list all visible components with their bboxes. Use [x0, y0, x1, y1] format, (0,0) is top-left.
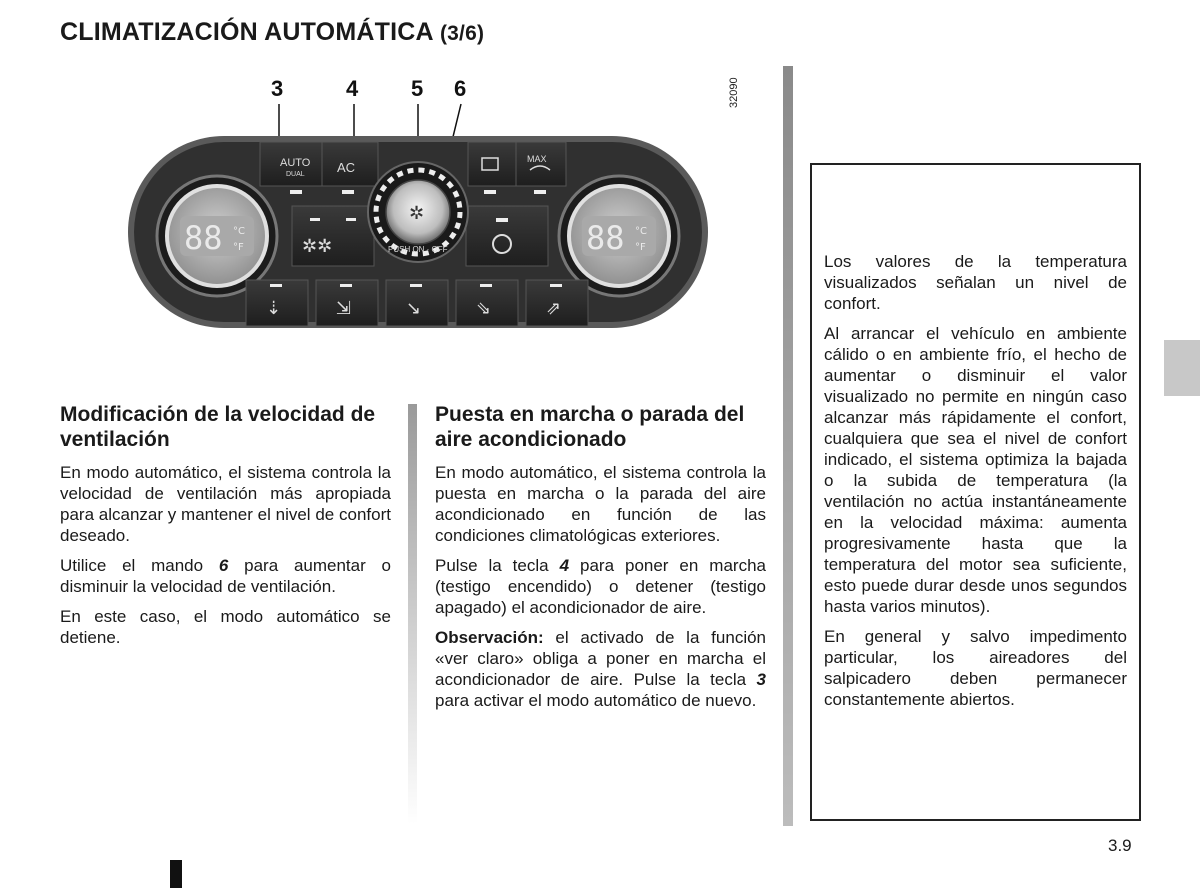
observation-post: para activar el modo automático de nuevo. [435, 691, 757, 710]
section-fan-p2 [60, 555, 391, 597]
max-label: MAX [527, 154, 547, 164]
page-title-main: CLIMATIZACIÓN AUTOMÁTICA [60, 18, 433, 46]
vent-defrost-icon: ⇗ [546, 298, 562, 319]
vent-feet-defrost-indicator [480, 284, 492, 287]
section-fan-p3: En este caso, el modo automático se detiene. [60, 607, 391, 647]
fan-speed-icon: ✲✲ [302, 236, 333, 257]
callout-3: 3 [271, 76, 284, 101]
vent-face-icon: ⇣ [266, 298, 282, 319]
note-p3: En general y salvo impedimento particular, los aireadores del salpicadero deben permanecer constantemente abiertos. [824, 627, 1127, 709]
recirculation-indicator [496, 218, 508, 222]
vent-feet-defrost-icon: ⇘ [476, 298, 492, 319]
bottom-crop-mark [170, 860, 182, 888]
page-number: 3.9 [1108, 836, 1132, 855]
section-fan-p1: En modo automático, el sistema controla la velocidad de ventilación más apropiada para alcanzar y mantener el nivel de confort deseado. [60, 463, 391, 545]
section-ac-p2-pre: Pulse la tecla [435, 556, 560, 575]
section-ac-p2-post: para poner en marcha (testigo encendido) o detener (testigo apagado) el acondicionador de aire. [435, 556, 766, 617]
fan-icon: ✲ [409, 203, 425, 224]
left-temp-unit-c: °C [233, 226, 245, 237]
note-p2: Al arrancar el vehículo en ambiente cálido o en ambiente frío, el hecho de aumentar o disminuir el valor visualizado no permite en ningún caso alcanzar más rápidamente el confort, cualquiera que sea el nivel de confort indicado, el sistema optimiza la bajada o la subida de temperatura (la ventilación no actúa instantáneamente en la velocidad máxima: aumenta progresivamente hasta que la temperatura del motor sea suficiente, esto puede durar desde unos segundos hasta varios minutos). [824, 324, 1127, 616]
figure-code: 32090 [728, 77, 740, 108]
section-ac [435, 402, 766, 720]
vent-feet-indicator [410, 284, 422, 287]
auto-button-label: AUTO [280, 157, 311, 169]
observation-label: Observación: [435, 628, 544, 647]
right-temp-unit-c: °C [635, 226, 647, 237]
ac-button-label: AC [337, 160, 356, 175]
max-defrost-indicator [534, 190, 546, 194]
section-ac-p2-num: 4 [559, 556, 570, 575]
auto-indicator [290, 190, 302, 194]
left-temp-unit-f: °F [233, 242, 244, 253]
section-fan-speed [60, 402, 391, 657]
section-fan-p2-num: 6 [218, 556, 229, 575]
observation-pre: el activado de la función «ver claro» obliga a poner en marcha el acondicionador de aire. Pulse la tecla [435, 628, 766, 689]
page-title-suffix: (3/6) [439, 22, 485, 45]
section-ac-observation [435, 627, 766, 711]
section-ac-p2 [435, 555, 766, 618]
callout-5: 5 [411, 76, 424, 101]
climate-panel-illustration [120, 66, 760, 356]
section-ac-heading: Puesta en marcha o parada del aire acondicionado [435, 403, 745, 451]
right-temp-unit-f: °F [635, 242, 646, 253]
callout-4: 4 [346, 76, 359, 101]
section-fan-p2-pre: Utilice el mando [60, 556, 219, 575]
ac-indicator [342, 190, 354, 194]
defrost-button[interactable] [468, 142, 516, 186]
dual-label: DUAL [286, 171, 305, 178]
vent-face-indicator [270, 284, 282, 287]
section-fan-p2-post: para aumentar o disminuir la velocidad de ventilación. [60, 556, 392, 596]
fan-indicator-high [346, 218, 356, 221]
section-ac-p1: En modo automático, el sistema controla la puesta en marcha o la parada del aire acondicionado en función de las condiciones climatológicas exteriores. [435, 463, 766, 545]
vent-feet-icon: ↘ [406, 298, 422, 319]
left-temp-digits: 88 [184, 219, 223, 257]
vent-face-feet-icon: ⇲ [336, 298, 352, 319]
defrost-indicator [484, 190, 496, 194]
column-divider-fade [408, 404, 417, 824]
vent-face-feet-indicator [340, 284, 352, 287]
page-title [60, 18, 484, 47]
note-box [810, 163, 1141, 821]
right-temp-digits: 88 [586, 219, 625, 257]
callout-6: 6 [454, 76, 467, 101]
chapter-tab-marker [1164, 340, 1200, 396]
climate-panel-figure [120, 66, 760, 356]
vent-defrost-indicator [550, 284, 562, 287]
max-defrost-button[interactable] [516, 142, 566, 186]
section-fan-heading: Modificación de la velocidad de ventilación [60, 403, 376, 451]
column-divider-bar [783, 66, 793, 826]
fan-indicator-low [310, 218, 320, 221]
note-p1: Los valores de la temperatura visualizados señalan un nivel de confort. [824, 252, 1127, 313]
push-on-off-label: PUSH ON · OFF [388, 245, 448, 254]
observation-num: 3 [756, 670, 766, 689]
